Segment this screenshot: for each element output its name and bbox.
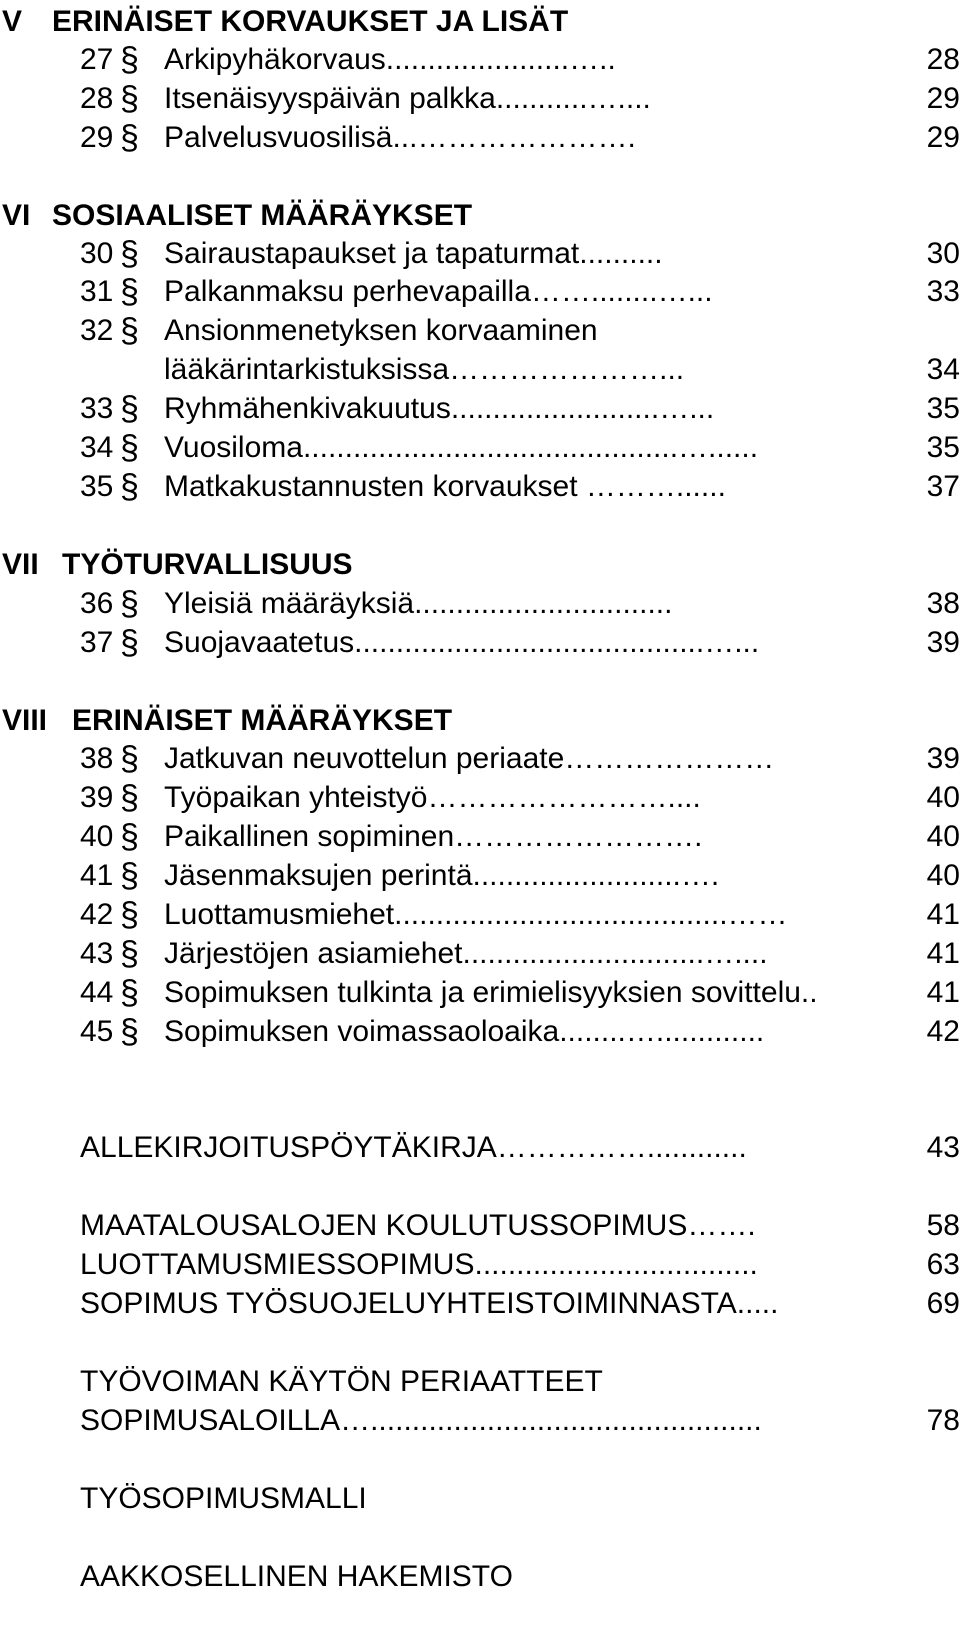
entry-title: Suojavaatetus..........................................…... (164, 626, 760, 659)
section-symbol-icon: § (120, 429, 139, 467)
appendix-title: SOPIMUS TYÖSUOJELUYHTEISTOIMINNASTA..... (80, 1287, 779, 1320)
toc-entry (0, 973, 960, 1013)
entry-number: 37 (80, 626, 114, 659)
section-symbol-icon: § (120, 896, 139, 934)
entry-title: Arkipyhäkorvaus......................….. (164, 43, 616, 76)
entry-number: 45 (80, 1015, 114, 1048)
toc-entry (0, 118, 960, 158)
entry-title: Matkakustannusten korvaukset ………...... (164, 470, 726, 503)
appendix-entry (0, 1284, 960, 1324)
page-number: 63 (926, 1248, 960, 1281)
page-number: 40 (926, 859, 960, 892)
entry-title: Ansionmenetyksen korvaaminen (164, 314, 598, 347)
section-title: SOSIAALISET MÄÄRÄYKSET (52, 199, 473, 232)
appendix-entry (0, 1245, 960, 1285)
entry-title: Vuosiloma.............................................…...... (164, 431, 759, 464)
toc-entry (0, 234, 960, 274)
entry-number: 39 (80, 781, 114, 814)
toc-entry (0, 40, 960, 80)
entry-title: Sopimuksen voimassaoloaika........…............. (164, 1015, 765, 1048)
page-number: 34 (926, 353, 960, 386)
entry-title: lääkärintarkistuksissa…………………... (164, 353, 685, 386)
toc-entry (0, 623, 960, 663)
entry-title: Sairaustapaukset ja tapaturmat.......... (164, 237, 663, 270)
page-number: 38 (926, 587, 960, 620)
entry-number: 28 (80, 82, 114, 115)
section-symbol-icon: § (120, 390, 139, 428)
section-symbol-icon: § (120, 740, 139, 778)
entry-number: 44 (80, 976, 114, 1009)
section-symbol-icon: § (120, 857, 139, 895)
entry-title: Työpaikan yhteistyö…………………….... (164, 781, 701, 814)
entry-title: Itsenäisyyspäivän palkka...........….... (164, 82, 651, 115)
page-number: 40 (926, 781, 960, 814)
toc-entry (0, 778, 960, 818)
page-number: 29 (926, 121, 960, 154)
toc-entry (0, 1012, 960, 1052)
section-number: VIII (2, 704, 48, 737)
page-number: 40 (926, 820, 960, 853)
page-number: 37 (926, 470, 960, 503)
section-number: VII (2, 548, 39, 581)
toc-entry (0, 311, 960, 351)
entry-number: 27 (80, 43, 114, 76)
section-symbol-icon: § (120, 41, 139, 79)
entry-title: Jatkuvan neuvottelun periaate………………… (164, 742, 775, 775)
toc-entry (0, 856, 960, 896)
entry-title: Luottamusmiehet........................................…… (164, 898, 788, 931)
toc-entry (0, 739, 960, 779)
toc-entry (0, 389, 960, 429)
page-number: 58 (926, 1209, 960, 1242)
section-symbol-icon: § (120, 312, 139, 350)
page-number: 33 (926, 275, 960, 308)
section-number: V (2, 5, 23, 38)
entry-number: 38 (80, 742, 114, 775)
page-number: 41 (926, 976, 960, 1009)
section-symbol-icon: § (120, 1013, 139, 1051)
entry-number: 43 (80, 937, 114, 970)
entry-number: 36 (80, 587, 114, 620)
section-symbol-icon: § (120, 119, 139, 157)
page-number: 41 (926, 898, 960, 931)
toc-entry (0, 934, 960, 974)
appendix-title: LUOTTAMUSMIESSOPIMUS.................................. (80, 1248, 758, 1281)
page-number: 78 (926, 1404, 960, 1437)
page-number: 35 (926, 392, 960, 425)
entry-number: 41 (80, 859, 114, 892)
appendix-entry (0, 1128, 960, 1168)
section-symbol-icon: § (120, 80, 139, 118)
appendix-title: MAATALOUSALOJEN KOULUTUSSOPIMUS……. (80, 1209, 756, 1242)
section-symbol-icon: § (120, 935, 139, 973)
toc-entry (0, 272, 960, 312)
appendix-entry (0, 1206, 960, 1246)
page-number: 29 (926, 82, 960, 115)
appendix-entry (0, 1557, 960, 1597)
appendix-title: TYÖSOPIMUSMALLI (80, 1482, 367, 1515)
toc-entry (0, 79, 960, 119)
toc-entry-continuation (0, 350, 960, 390)
appendix-entry (0, 1362, 960, 1402)
entry-number: 40 (80, 820, 114, 853)
page-number: 41 (926, 937, 960, 970)
section-symbol-icon: § (120, 468, 139, 506)
entry-title: Yleisiä määräyksiä............................... (164, 587, 673, 620)
appendix-entry (0, 1479, 960, 1519)
section-title: ERINÄISET KORVAUKSET JA LISÄT (52, 5, 569, 38)
appendix-title: ALLEKIRJOITUSPÖYTÄKIRJA……………............ (80, 1131, 747, 1164)
section-title: ERINÄISET MÄÄRÄYKSET (72, 704, 453, 737)
toc-entry (0, 428, 960, 468)
entry-number: 34 (80, 431, 114, 464)
section-heading (0, 545, 960, 585)
section-symbol-icon: § (120, 585, 139, 623)
section-heading (0, 2, 960, 42)
page-number: 39 (926, 626, 960, 659)
entry-number: 30 (80, 237, 114, 270)
toc-entry (0, 467, 960, 507)
page-number: 35 (926, 431, 960, 464)
entry-title: Ryhmähenkivakuutus.........................…... (164, 392, 715, 425)
section-title: TYÖTURVALLISUUS (62, 548, 353, 581)
appendix-title: AAKKOSELLINEN HAKEMISTO (80, 1560, 513, 1593)
entry-title: Sopimuksen tulkinta ja erimielisyyksien sovittelu.. (164, 976, 818, 1009)
entry-title: Järjestöjen asiamiehet.............................….... (164, 937, 768, 970)
toc-entry (0, 584, 960, 624)
appendix-entry-continuation (0, 1401, 960, 1441)
page-number: 30 (926, 237, 960, 270)
section-heading (0, 196, 960, 236)
entry-title: Palkanmaksu perhevapailla……........…... (164, 275, 713, 308)
entry-number: 31 (80, 275, 114, 308)
page-number: 28 (926, 43, 960, 76)
page-number: 43 (926, 1131, 960, 1164)
appendix-title: SOPIMUSALOILLA…............................................... (80, 1404, 762, 1437)
entry-title: Paikallinen sopiminen……………………. (164, 820, 703, 853)
entry-number: 35 (80, 470, 114, 503)
toc-entry (0, 817, 960, 857)
entry-number: 32 (80, 314, 114, 347)
section-symbol-icon: § (120, 624, 139, 662)
page-number: 69 (926, 1287, 960, 1320)
entry-number: 42 (80, 898, 114, 931)
entry-number: 33 (80, 392, 114, 425)
page-number: 42 (926, 1015, 960, 1048)
section-symbol-icon: § (120, 818, 139, 856)
entry-title: Palvelusvuosilisä...…………………. (164, 121, 636, 154)
section-symbol-icon: § (120, 273, 139, 311)
section-number: VI (2, 199, 31, 232)
section-symbol-icon: § (120, 235, 139, 273)
appendix-title: TYÖVOIMAN KÄYTÖN PERIAATTEET (80, 1365, 603, 1398)
entry-number: 29 (80, 121, 114, 154)
page-number: 39 (926, 742, 960, 775)
toc-entry (0, 895, 960, 935)
section-symbol-icon: § (120, 974, 139, 1012)
entry-title: Jäsenmaksujen perintä.........................…. (164, 859, 720, 892)
section-symbol-icon: § (120, 779, 139, 817)
section-heading (0, 701, 960, 741)
